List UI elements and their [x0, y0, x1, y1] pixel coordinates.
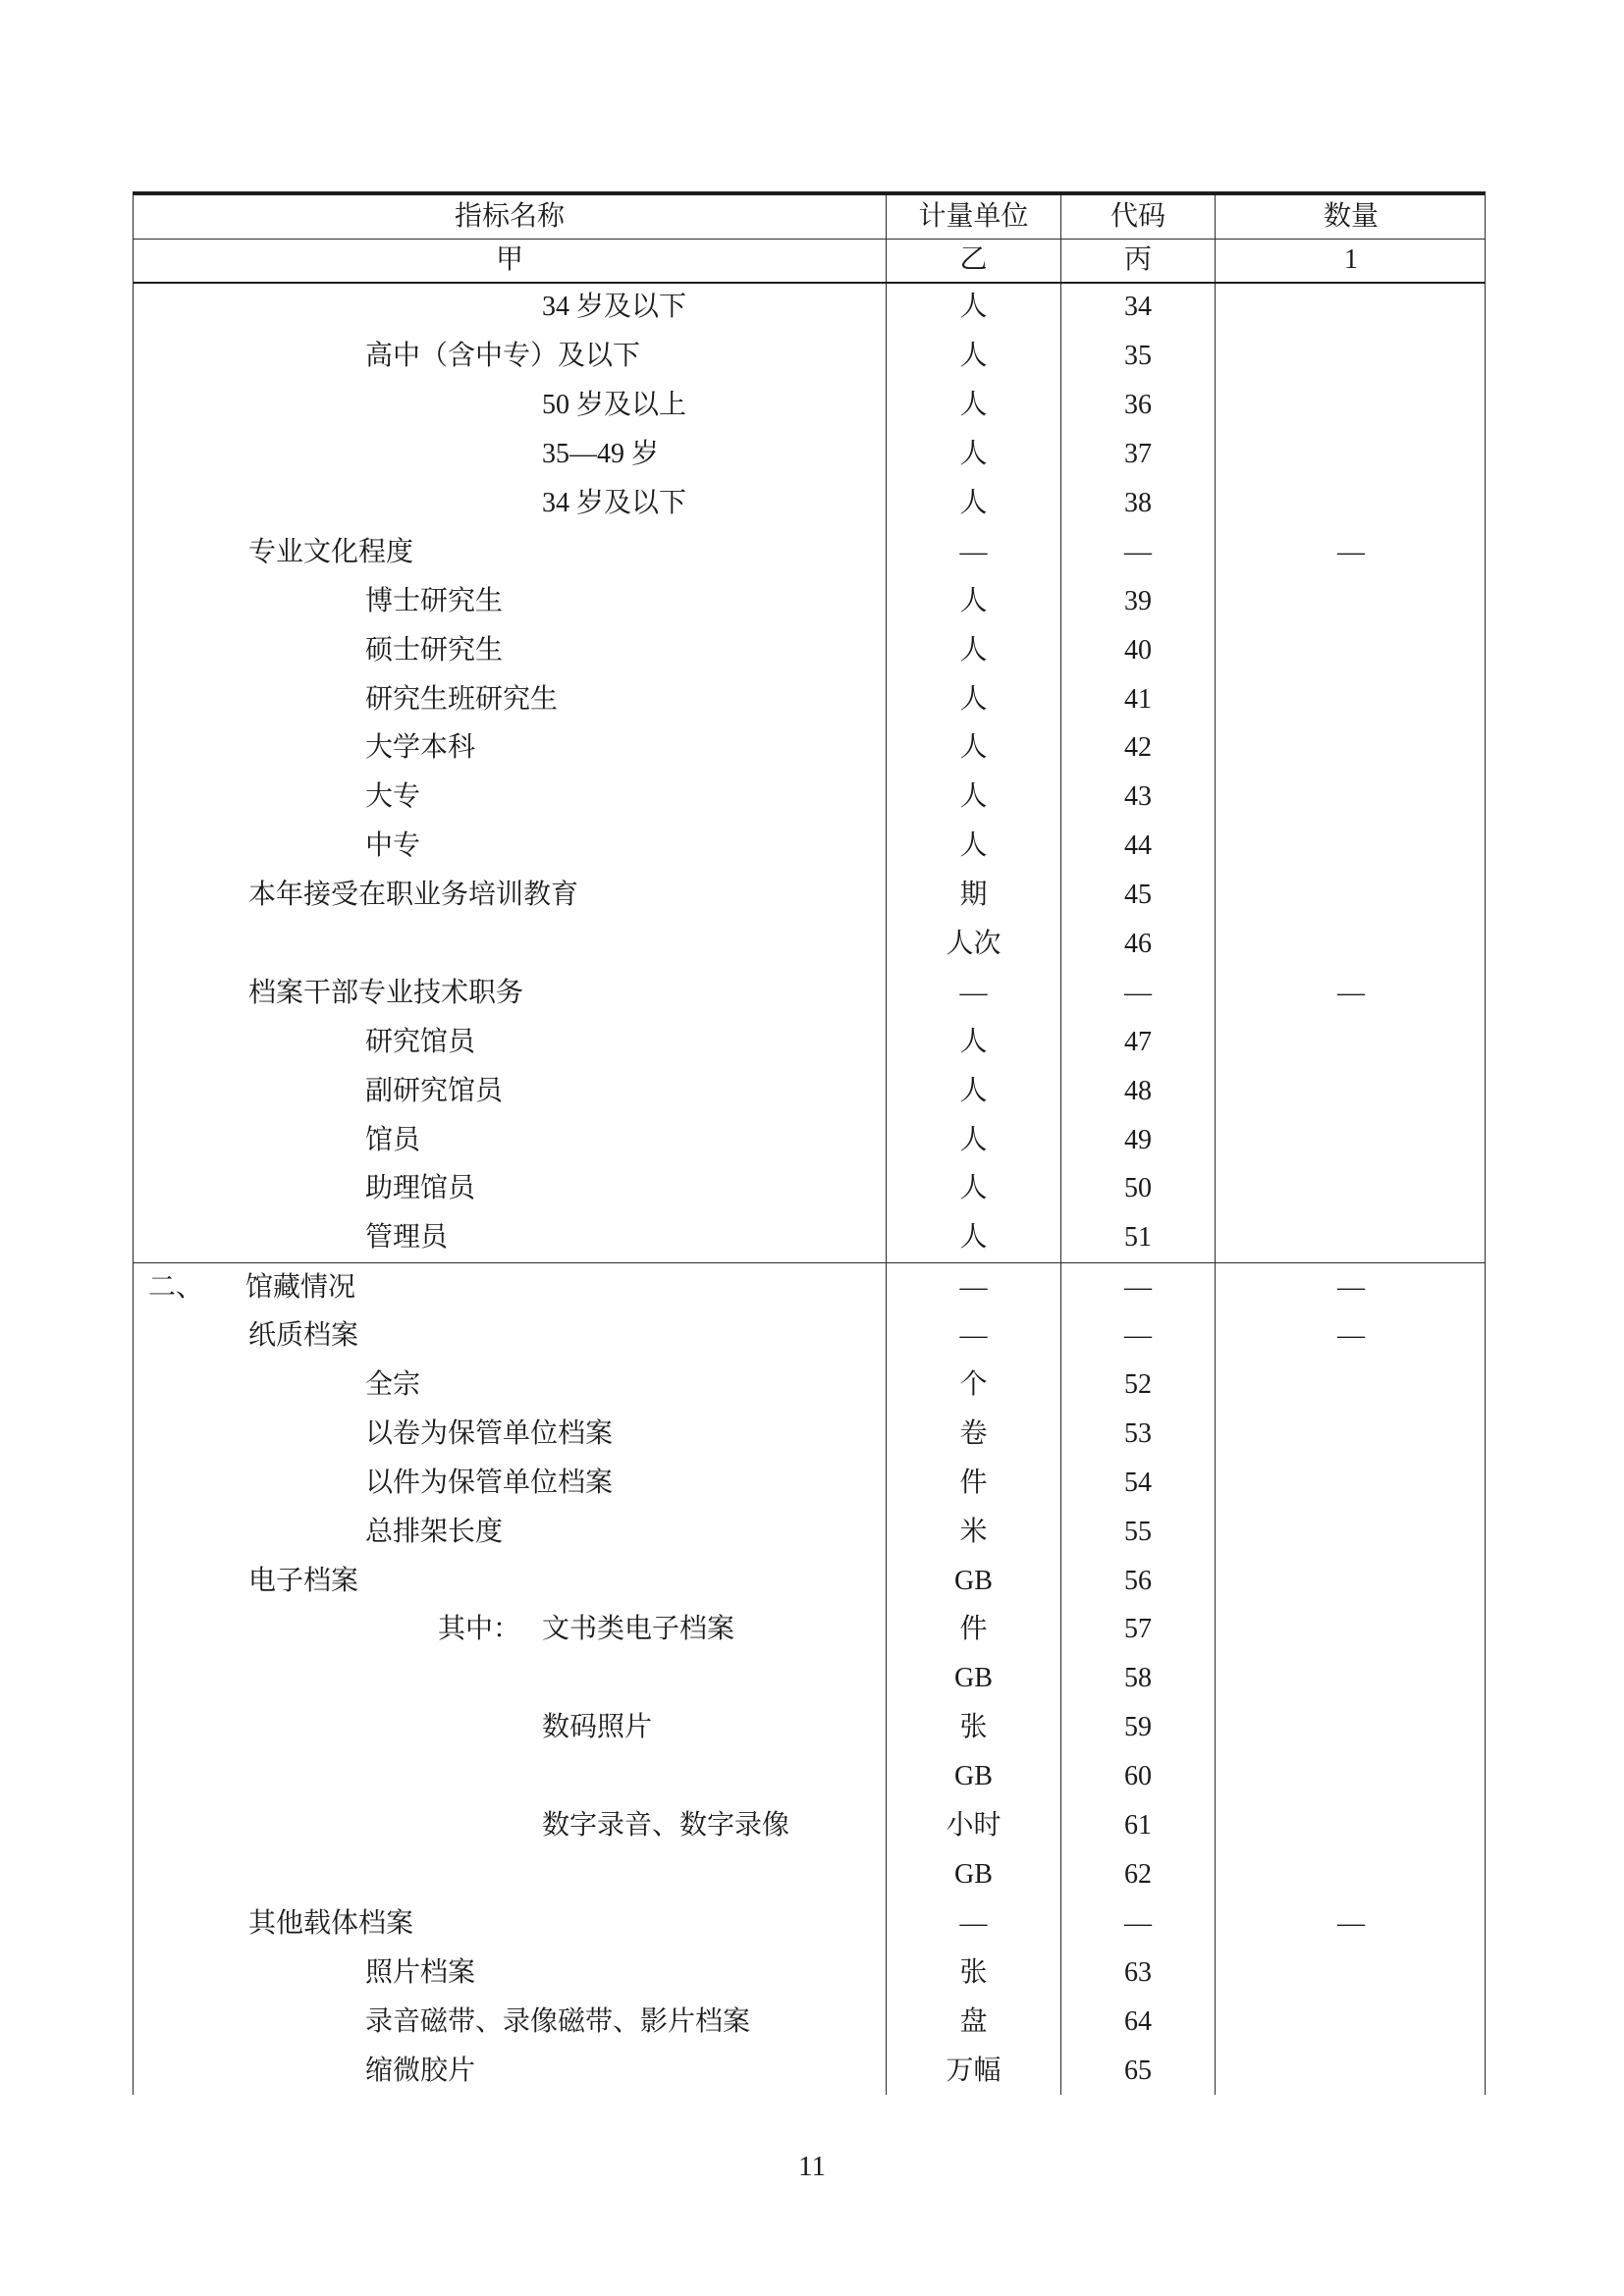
quantity-cell: —	[1215, 528, 1487, 577]
indicator-name-cell	[134, 1116, 886, 1165]
table-body	[134, 284, 1485, 2096]
unit-cell: 人	[886, 479, 1060, 528]
code-cell: 46	[1060, 920, 1215, 969]
quantity-cell	[1215, 626, 1487, 675]
page-number: 11	[798, 2151, 826, 2182]
table-row	[134, 430, 1485, 479]
unit-cell: 人	[886, 577, 1060, 626]
quantity-cell	[1215, 1752, 1487, 1801]
statistics-table	[133, 191, 1486, 2095]
indicator-name-label: 照片档案	[365, 1956, 476, 1988]
code-cell: 58	[1060, 1654, 1215, 1703]
code-cell: 34	[1060, 284, 1215, 333]
indicator-name-cell	[134, 528, 886, 577]
unit-cell: 人	[886, 822, 1060, 871]
table-row	[134, 1606, 1485, 1655]
indicator-name-cell	[134, 1850, 886, 1899]
unit-cell: —	[886, 1899, 1060, 1949]
table-row	[134, 1213, 1485, 1262]
indicator-name-label: 硕士研究生	[365, 634, 504, 666]
indicator-name-cell	[134, 1752, 886, 1801]
table-row	[134, 1067, 1485, 1116]
code-cell: 59	[1060, 1703, 1215, 1752]
quantity-cell	[1215, 1703, 1487, 1752]
indicator-name-cell	[134, 1459, 886, 1508]
indicator-name-label: 数码照片	[542, 1712, 653, 1743]
table-row	[134, 381, 1485, 430]
quantity-cell	[1215, 773, 1487, 822]
code-cell: 53	[1060, 1410, 1215, 1459]
table-row	[134, 773, 1485, 822]
quantity-cell	[1215, 577, 1487, 626]
unit-cell: 个	[886, 1361, 1060, 1410]
indicator-name-cell	[134, 479, 886, 528]
unit-cell: 张	[886, 1703, 1060, 1752]
header-indicator-name: 指标名称	[454, 201, 565, 232]
quantity-cell	[1215, 675, 1487, 724]
indicator-name-cell	[134, 1311, 886, 1361]
indicator-name-cell	[134, 284, 886, 333]
indicator-prefix-label: 二、	[148, 1271, 204, 1303]
indicator-name-label: 档案干部专业技术职务	[248, 977, 524, 1008]
indicator-name-cell	[134, 969, 886, 1018]
quantity-cell	[1215, 1801, 1487, 1850]
quantity-cell	[1215, 479, 1487, 528]
table-row	[134, 969, 1485, 1018]
code-cell: 64	[1060, 1998, 1215, 2047]
code-cell: 54	[1060, 1459, 1215, 1508]
indicator-name-label: 50 岁及以上	[542, 390, 687, 421]
code-cell: —	[1060, 1311, 1215, 1361]
unit-cell: 卷	[886, 1410, 1060, 1459]
quantity-cell	[1215, 871, 1487, 920]
quantity-cell	[1215, 1998, 1487, 2047]
indicator-name-cell	[134, 1703, 886, 1752]
quantity-cell	[1215, 920, 1487, 969]
unit-cell: 人	[886, 724, 1060, 774]
table-row	[134, 332, 1485, 381]
unit-cell: 人	[886, 1165, 1060, 1214]
quantity-cell: —	[1215, 1899, 1487, 1949]
table-row	[134, 1949, 1485, 1998]
unit-cell: GB	[886, 1850, 1060, 1899]
unit-cell: —	[886, 1263, 1060, 1311]
unit-cell: GB	[886, 1654, 1060, 1703]
code-cell: —	[1060, 969, 1215, 1018]
indicator-name-cell	[134, 332, 886, 381]
quantity-cell	[1215, 1508, 1487, 1557]
code-cell: 43	[1060, 773, 1215, 822]
indicator-name-label: 中专	[365, 830, 421, 862]
indicator-name-label: 博士研究生	[365, 585, 504, 616]
quantity-cell	[1215, 381, 1487, 430]
table-row	[134, 1801, 1485, 1850]
indicator-name-label: 数字录音、数字录像	[542, 1810, 790, 1842]
indicator-name-cell	[134, 724, 886, 774]
code-cell: 38	[1060, 479, 1215, 528]
unit-cell: 人	[886, 773, 1060, 822]
table-row	[134, 822, 1485, 871]
quantity-cell	[1215, 2047, 1487, 2096]
indicator-name-label: 34 岁及以下	[542, 488, 687, 518]
indicator-name-cell	[134, 1263, 886, 1311]
table-row	[134, 577, 1485, 626]
table-row	[134, 1899, 1485, 1949]
unit-cell: 张	[886, 1949, 1060, 1998]
table-row	[134, 1311, 1485, 1361]
indicator-name-label: 全宗	[365, 1369, 421, 1401]
table-row	[134, 1459, 1485, 1508]
indicator-name-cell	[134, 1557, 886, 1606]
table-row	[134, 1654, 1485, 1703]
code-cell: 63	[1060, 1949, 1215, 1998]
indicator-name-label: 以卷为保管单位档案	[365, 1417, 614, 1449]
code-cell: —	[1060, 528, 1215, 577]
table-row	[134, 1850, 1485, 1899]
unit-cell: —	[886, 969, 1060, 1018]
unit-cell: 人	[886, 1116, 1060, 1165]
code-cell: 42	[1060, 724, 1215, 774]
unit-cell: 小时	[886, 1801, 1060, 1850]
indicator-name-label: 纸质档案	[248, 1320, 359, 1352]
unit-cell: 人	[886, 675, 1060, 724]
quantity-cell: —	[1215, 1263, 1487, 1311]
unit-cell: 人	[886, 430, 1060, 479]
unit-cell: 人次	[886, 920, 1060, 969]
unit-cell: 期	[886, 871, 1060, 920]
unit-cell: 人	[886, 626, 1060, 675]
indicator-name-label: 35—49 岁	[542, 439, 660, 470]
code-cell: 57	[1060, 1606, 1215, 1655]
header-quantity: 数量	[1215, 195, 1487, 239]
code-cell: 50	[1060, 1165, 1215, 1214]
quantity-cell	[1215, 1067, 1487, 1116]
indicator-name-cell	[134, 1949, 886, 1998]
table-row	[134, 528, 1485, 577]
code-cell: 39	[1060, 577, 1215, 626]
code-cell: —	[1060, 1263, 1215, 1311]
quantity-cell	[1215, 1361, 1487, 1410]
indicator-name-label: 研究馆员	[365, 1026, 476, 1057]
indicator-name-label: 总排架长度	[365, 1516, 504, 1547]
quantity-cell	[1215, 1018, 1487, 1067]
table-row	[134, 1508, 1485, 1557]
header-unit: 计量单位	[886, 195, 1060, 239]
indicator-name-label: 研究生班研究生	[365, 683, 559, 715]
indicator-prefix-label: 其中：	[438, 1614, 521, 1645]
quantity-cell	[1215, 284, 1487, 333]
indicator-name-cell	[134, 1654, 886, 1703]
table-row	[134, 1752, 1485, 1801]
subheader-jia: 甲	[495, 244, 523, 276]
code-cell: 47	[1060, 1018, 1215, 1067]
header-code: 代码	[1060, 195, 1215, 239]
indicator-name-label: 专业文化程度	[248, 536, 414, 567]
quantity-cell	[1215, 1116, 1487, 1165]
quantity-cell: —	[1215, 1311, 1487, 1361]
quantity-cell: —	[1215, 969, 1487, 1018]
indicator-name-cell	[134, 381, 886, 430]
code-cell: 41	[1060, 675, 1215, 724]
code-cell: 62	[1060, 1850, 1215, 1899]
code-cell: 55	[1060, 1508, 1215, 1557]
indicator-name-cell	[134, 1508, 886, 1557]
indicator-name-cell	[134, 1067, 886, 1116]
code-cell: 56	[1060, 1557, 1215, 1606]
indicator-name-label: 34 岁及以下	[542, 292, 687, 323]
code-cell: 37	[1060, 430, 1215, 479]
code-cell: 40	[1060, 626, 1215, 675]
indicator-name-label: 电子档案	[248, 1565, 359, 1596]
table-row	[134, 1703, 1485, 1752]
quantity-cell	[1215, 1410, 1487, 1459]
unit-cell: 件	[886, 1606, 1060, 1655]
unit-cell: 人	[886, 381, 1060, 430]
quantity-cell	[1215, 1850, 1487, 1899]
indicator-name-cell	[134, 1606, 886, 1655]
unit-cell: 人	[886, 1018, 1060, 1067]
quantity-cell	[1215, 1557, 1487, 1606]
indicator-name-label: 馆藏情况	[245, 1271, 356, 1303]
indicator-name-label: 馆员	[365, 1124, 421, 1155]
indicator-name-cell	[134, 430, 886, 479]
indicator-name-label: 管理员	[365, 1222, 449, 1254]
table-header-row	[134, 195, 1485, 240]
unit-cell: 人	[886, 1067, 1060, 1116]
table-row	[134, 1165, 1485, 1214]
unit-cell: —	[886, 1311, 1060, 1361]
table-row	[134, 1262, 1485, 1311]
unit-cell: 盘	[886, 1998, 1060, 2047]
quantity-cell	[1215, 1949, 1487, 1998]
indicator-name-cell	[134, 1165, 886, 1214]
unit-cell: GB	[886, 1752, 1060, 1801]
indicator-name-cell	[134, 1018, 886, 1067]
indicator-name-cell	[134, 2047, 886, 2096]
table-row	[134, 675, 1485, 724]
code-cell: 36	[1060, 381, 1215, 430]
indicator-name-cell	[134, 1361, 886, 1410]
unit-cell: 人	[886, 284, 1060, 333]
quantity-cell	[1215, 724, 1487, 774]
code-cell: 52	[1060, 1361, 1215, 1410]
table-row	[134, 1557, 1485, 1606]
subheader-1: 1	[1215, 240, 1487, 282]
table-row	[134, 1116, 1485, 1165]
table-row	[134, 920, 1485, 969]
quantity-cell	[1215, 332, 1487, 381]
indicator-name-cell	[134, 1998, 886, 2047]
code-cell: 35	[1060, 332, 1215, 381]
table-row	[134, 871, 1485, 920]
indicator-name-label: 以件为保管单位档案	[365, 1467, 614, 1498]
indicator-name-cell	[134, 871, 886, 920]
quantity-cell	[1215, 430, 1487, 479]
code-cell: 44	[1060, 822, 1215, 871]
code-cell: 49	[1060, 1116, 1215, 1165]
indicator-name-label: 其他载体档案	[248, 1907, 414, 1939]
unit-cell: 人	[886, 1213, 1060, 1262]
table-row	[134, 724, 1485, 774]
code-cell: 51	[1060, 1213, 1215, 1262]
quantity-cell	[1215, 822, 1487, 871]
indicator-name-cell	[134, 577, 886, 626]
indicator-name-cell	[134, 822, 886, 871]
quantity-cell	[1215, 1459, 1487, 1508]
indicator-name-label: 助理馆员	[365, 1173, 476, 1204]
subheader-bing: 丙	[1060, 240, 1215, 282]
indicator-name-label: 大学本科	[365, 732, 476, 764]
indicator-name-label: 录音磁带、录像磁带、影片档案	[365, 2005, 751, 2037]
table-row	[134, 479, 1485, 528]
table-row	[134, 1410, 1485, 1459]
unit-cell: —	[886, 528, 1060, 577]
indicator-name-label: 缩微胶片	[365, 2055, 476, 2086]
quantity-cell	[1215, 1213, 1487, 1262]
indicator-name-cell	[134, 675, 886, 724]
code-cell: 48	[1060, 1067, 1215, 1116]
indicator-name-label: 副研究馆员	[365, 1075, 504, 1106]
code-cell: 60	[1060, 1752, 1215, 1801]
quantity-cell	[1215, 1165, 1487, 1214]
indicator-name-cell	[134, 626, 886, 675]
table-row	[134, 2047, 1485, 2096]
indicator-name-cell	[134, 1899, 886, 1949]
code-cell: 45	[1060, 871, 1215, 920]
indicator-name-label: 本年接受在职业务培训教育	[248, 880, 579, 911]
indicator-name-label: 高中（含中专）及以下	[365, 341, 641, 372]
indicator-name-cell	[134, 1213, 886, 1262]
indicator-name-label: 文书类电子档案	[542, 1614, 735, 1645]
table-row	[134, 1361, 1485, 1410]
unit-cell: 米	[886, 1508, 1060, 1557]
code-cell: 65	[1060, 2047, 1215, 2096]
indicator-name-cell	[134, 1410, 886, 1459]
code-cell: —	[1060, 1899, 1215, 1949]
subheader-yi: 乙	[886, 240, 1060, 282]
unit-cell: 万幅	[886, 2047, 1060, 2096]
table-subheader-row	[134, 240, 1485, 284]
table-row	[134, 1018, 1485, 1067]
table-row	[134, 626, 1485, 675]
quantity-cell	[1215, 1606, 1487, 1655]
unit-cell: GB	[886, 1557, 1060, 1606]
unit-cell: 人	[886, 332, 1060, 381]
table-row	[134, 284, 1485, 333]
code-cell: 61	[1060, 1801, 1215, 1850]
indicator-name-cell	[134, 1801, 886, 1850]
table-row	[134, 1998, 1485, 2047]
indicator-name-cell	[134, 773, 886, 822]
unit-cell: 件	[886, 1459, 1060, 1508]
quantity-cell	[1215, 1654, 1487, 1703]
indicator-name-cell	[134, 920, 886, 969]
indicator-name-label: 大专	[365, 781, 421, 813]
